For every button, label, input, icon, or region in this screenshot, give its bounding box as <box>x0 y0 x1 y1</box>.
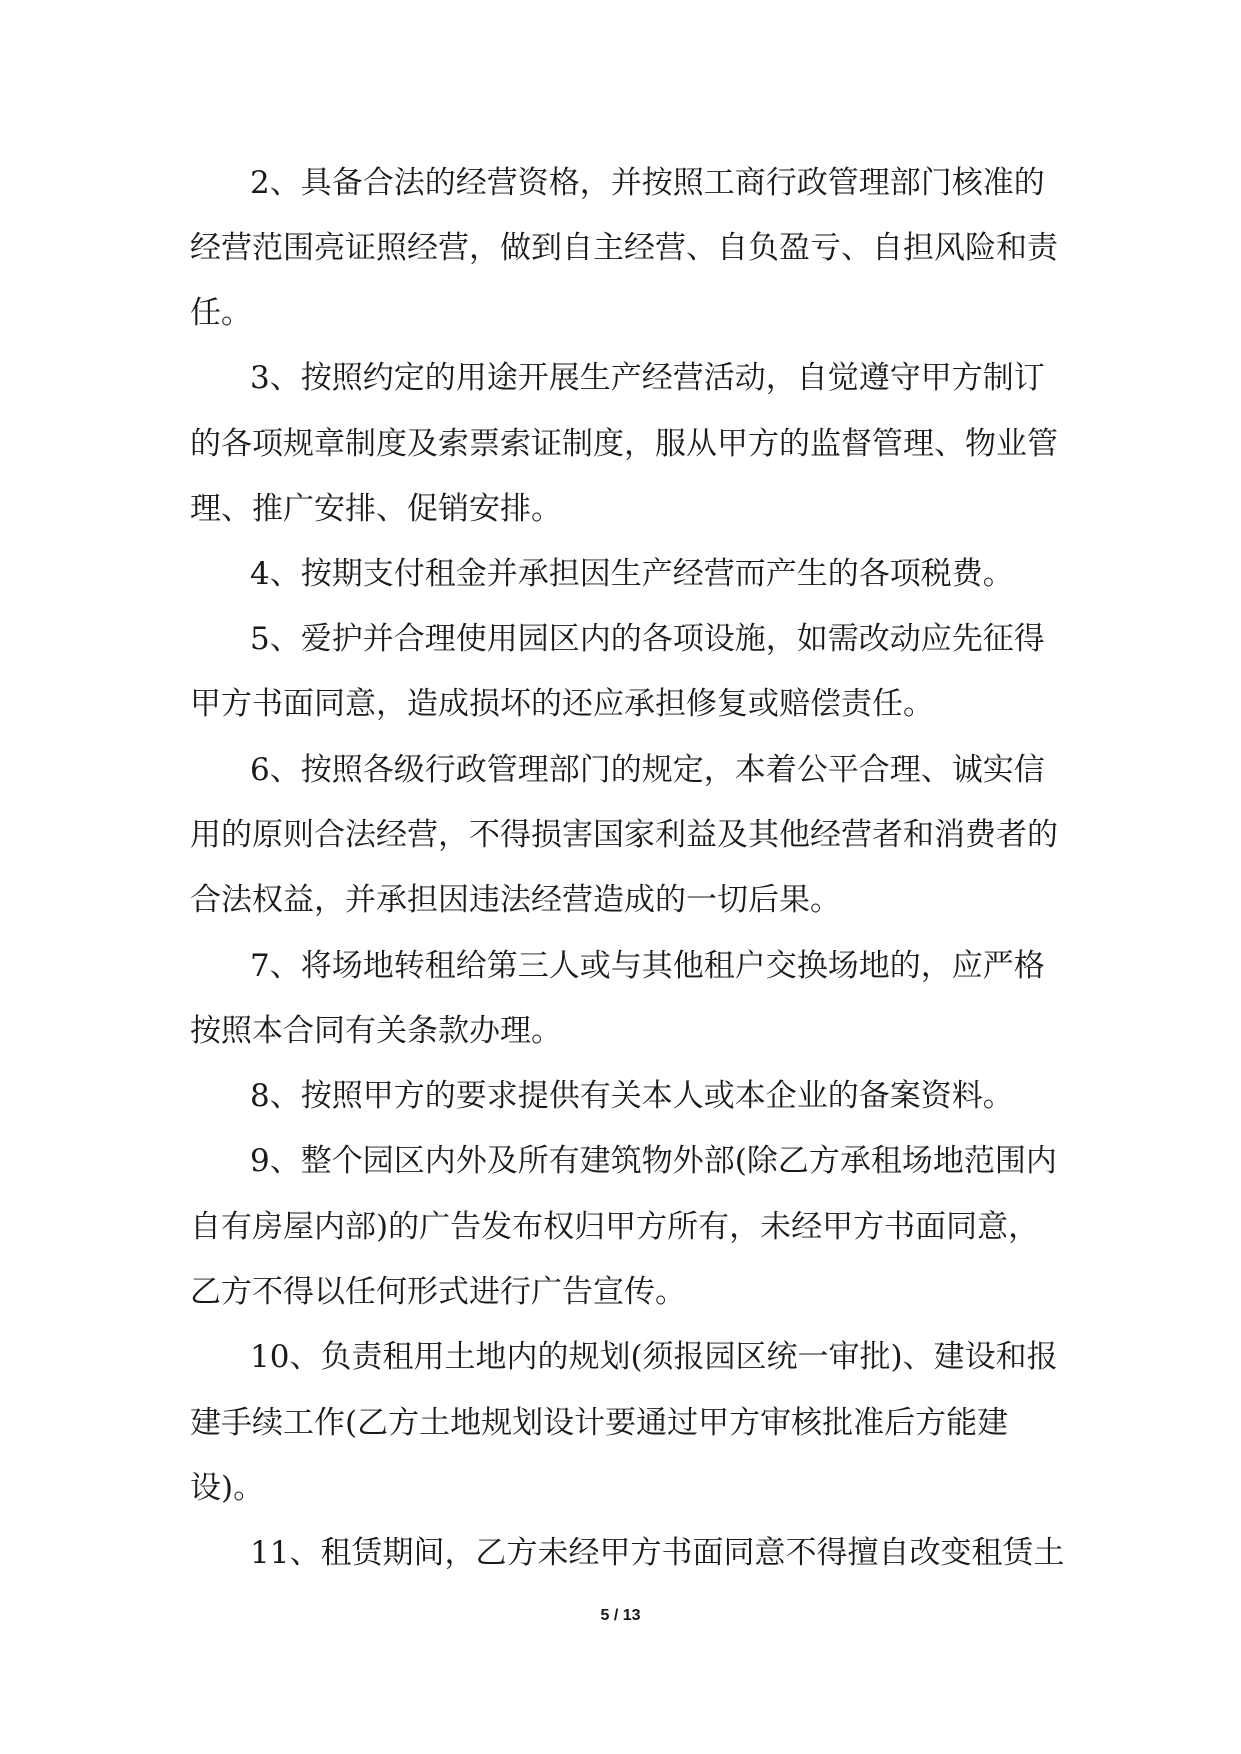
text-line: 7、将场地转租给第三人或与其他租户交换场地的，应严格 <box>250 948 1045 984</box>
text-line: 自有房屋内部)的广告发布权归甲方所有，未经甲方书面同意， <box>190 1209 1040 1245</box>
page-number: 5 / 13 <box>600 1607 641 1624</box>
text-line: 用的原则合法经营，不得损害国家利益及其他经营者和消费者的 <box>190 817 1058 853</box>
text-line: 9、整个园区内外及所有建筑物外部(除乙方承租场地范围内 <box>250 1143 1057 1179</box>
text-line: 建手续工作(乙方土地规划设计要通过甲方审核批准后方能建 <box>190 1405 1009 1441</box>
text-line: 合法权益，并承担因违法经营造成的一切后果。 <box>190 882 841 918</box>
text-line: 按照本合同有关条款办理。 <box>190 1013 562 1049</box>
text-line: 8、按照甲方的要求提供有关本人或本企业的备案资料。 <box>250 1078 1014 1114</box>
text-line: 经营范围亮证照经营，做到自主经营、自负盈亏、自担风险和责 <box>190 230 1058 266</box>
text-line: 5、爱护并合理使用园区内的各项设施，如需改动应先征得 <box>250 621 1045 657</box>
text-line: 的各项规章制度及索票索证制度，服从甲方的监督管理、物业管 <box>190 426 1058 462</box>
text-line: 2、具备合法的经营资格，并按照工商行政管理部门核准的 <box>250 165 1045 201</box>
text-line: 设)。 <box>190 1470 265 1506</box>
text-line: 任。 <box>190 295 252 331</box>
text-line: 甲方书面同意，造成损坏的还应承担修复或赔偿责任。 <box>190 686 934 722</box>
text-line: 乙方不得以任何形式进行广告宣传。 <box>190 1274 686 1310</box>
text-line: 理、推广安排、促销安排。 <box>190 491 562 527</box>
text-line: 11、租赁期间，乙方未经甲方书面同意不得擅自改变租赁土 <box>250 1535 1065 1571</box>
text-line: 4、按期支付租金并承担因生产经营而产生的各项税费。 <box>250 556 1014 592</box>
text-line: 3、按照约定的用途开展生产经营活动，自觉遵守甲方制订 <box>250 360 1045 396</box>
text-line: 10、负责租用土地内的规划(须报园区统一审批)、建设和报 <box>250 1339 1058 1375</box>
text-line: 6、按照各级行政管理部门的规定，本着公平合理、诚实信 <box>250 752 1045 788</box>
